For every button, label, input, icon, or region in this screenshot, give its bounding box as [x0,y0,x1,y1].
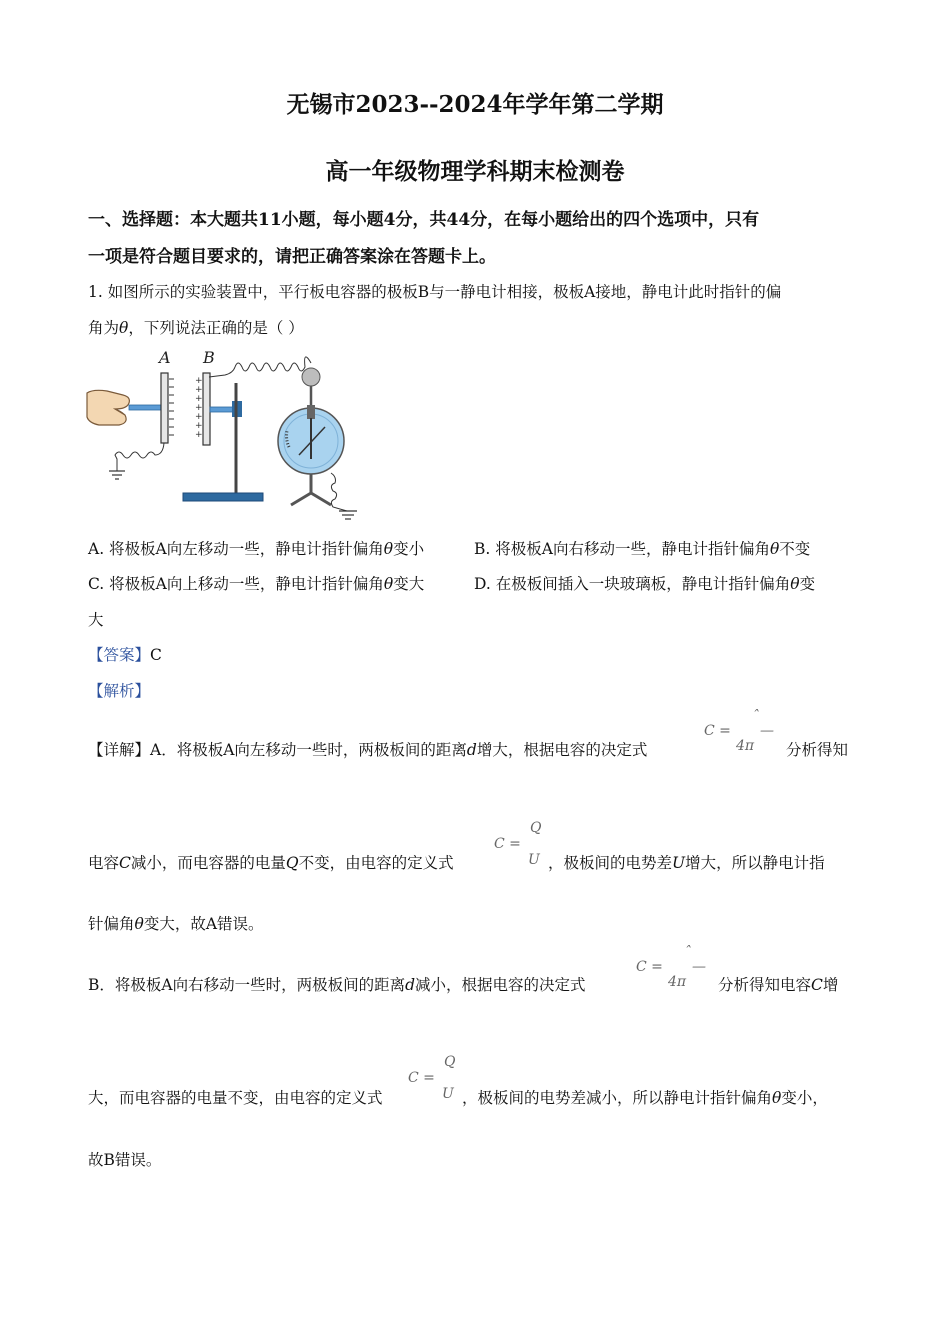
page-subtitle: 高一年级物理学科期末检测卷 [325,158,625,185]
detail-line1: 【详解】A．将极板A向左移动一些时，两极板间的距离d增大，根据电容的决定式 [88,741,648,759]
option-d: D. 在极板间插入一块玻璃板，静电计指针偏角θ变 [474,575,816,593]
detail-line6: 故B错误。 [88,1151,162,1169]
page-title: 无锡市2023--2024年学年第二学期 [286,91,664,118]
plate-b-label: B [203,348,215,367]
detail-line3: 针偏角θ变大，故A错误。 [88,915,264,933]
svg-text:+: + [195,403,203,413]
svg-text:+: + [195,385,203,395]
option-d-continued: 大 [88,611,104,629]
capacitance-definition-1: C = Q U [494,820,542,868]
svg-text:+: + [195,376,203,386]
svg-text:+: + [195,412,203,422]
section-header-line1: 一、选择题：本大题共11小题，每小题4分，共44分，在每小题给出的四个选项中，只有 [88,210,760,230]
capacitance-formula-1: C = ˆ — 4π [704,708,774,754]
answer-line: 【答案】C [88,646,162,664]
capacitor-electroscope-figure [85,343,375,523]
question-stem-line2: 角为θ，下列说法正确的是（ ） [88,319,304,337]
analysis-tag: 【解析】 [88,682,151,700]
option-c: C. 将极板A向上移动一些，静电计指针偏角θ变大 [88,575,425,593]
detail-line1-end: 分析得知 [786,741,849,759]
option-b: B. 将极板A向右移动一些，静电计指针偏角θ不变 [474,540,811,558]
plate-a-label: A [159,348,171,367]
detail-line2-end: ，极板间的电势差U增大，所以静电计指 [548,854,825,872]
detail-line4: B．将极板A向右移动一些时，两极板间的距离d减小，根据电容的决定式 [88,976,586,994]
detail-line2: 电容C减小，而电容器的电量Q不变，由电容的定义式 [88,854,454,872]
section-header-line2: 一项是符合题目要求的，请把正确答案涂在答题卡上。 [88,247,496,267]
question-stem-line1: 1. 如图所示的实验装置中，平行板电容器的极板B与一静电计相接，极板A接地，静电计此时指针的偏 [88,283,782,301]
svg-text:+: + [195,430,203,440]
detail-line4-end: 分析得知电容C增 [718,976,839,994]
detail-line5: 大，而电容器的电量不变，由电容的定义式 [88,1089,383,1107]
capacitance-formula-2: C = ˆ — 4π [636,944,706,990]
svg-text:+: + [195,421,203,431]
capacitance-definition-2: C = Q U [408,1054,456,1102]
option-a: A. 将极板A向左移动一些，静电计指针偏角θ变小 [88,540,425,558]
detail-line5-end: ，极板间的电势差减小，所以静电计指针偏角θ变小， [462,1089,828,1107]
svg-text:+: + [195,394,203,404]
